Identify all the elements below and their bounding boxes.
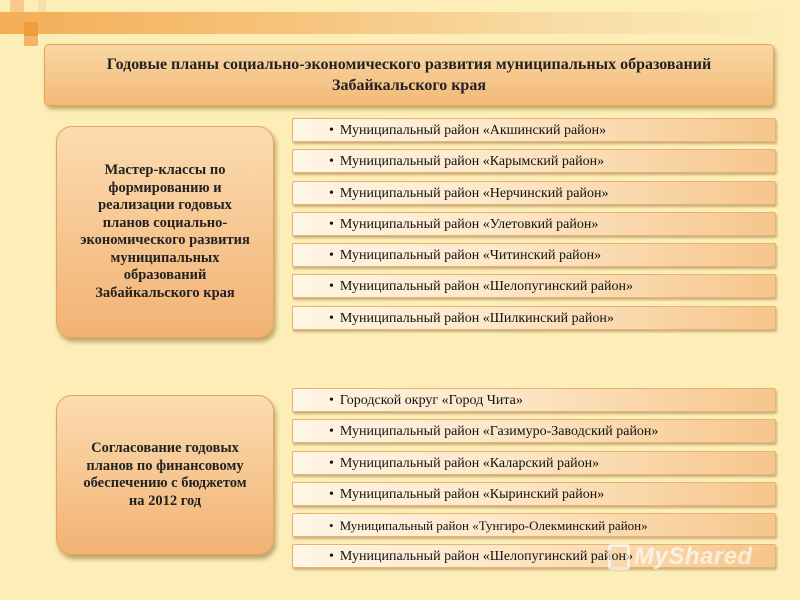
- section2-list: [292, 388, 776, 576]
- list-item-label: Муниципальный район «Шелопугинский район»: [339, 549, 634, 565]
- bullet: •: [329, 310, 334, 326]
- decor-square: [24, 22, 38, 36]
- bullet: •: [329, 455, 334, 471]
- list-item: [292, 149, 776, 173]
- list-item-label: Городской округ «Город Чита»: [339, 393, 523, 408]
- slide-title: Годовые планы социально-экономического развития муниципальных образований Забайкальского края: [44, 44, 774, 106]
- bullet: •: [329, 248, 334, 264]
- bullet: •: [329, 393, 334, 408]
- master-classes-box: Мастер-классы по формированию и реализации годовых планов социально-экономического развития муниципальных образований Забайкальского края: [56, 126, 274, 338]
- list-item: [292, 544, 776, 568]
- list-item-label: Муниципальный район «Читинский район»: [339, 248, 602, 264]
- decor-square: [10, 0, 24, 12]
- bullet: •: [329, 424, 334, 440]
- bullet: •: [329, 549, 334, 565]
- list-item: [292, 306, 776, 330]
- list-item-label: Муниципальный район «Кыринский район»: [339, 486, 605, 502]
- list-item-label: Муниципальный район «Карымский район»: [339, 154, 605, 170]
- list-item-label: Муниципальный район «Улетовкий район»: [339, 216, 599, 232]
- list-item-label: Муниципальный район «Шелопугинский район»: [339, 279, 634, 295]
- bullet: •: [329, 216, 334, 232]
- list-item: [292, 274, 776, 298]
- bullet: •: [329, 518, 334, 534]
- bullet: •: [329, 486, 334, 502]
- list-item: [292, 181, 776, 205]
- list-item-label: Муниципальный район «Тунгиро-Олекминский район»: [339, 518, 648, 534]
- header-band: [0, 12, 800, 34]
- decor-square: [38, 0, 46, 12]
- list-item: [292, 419, 776, 443]
- decor-square: [24, 36, 38, 46]
- bullet: •: [329, 154, 334, 170]
- list-item: [292, 451, 776, 475]
- bullet: •: [329, 185, 334, 201]
- budget-approval-box: Согласование годовых планов по финансовому обеспечению с бюджетом на 2012 год: [56, 395, 274, 555]
- section1-list: [292, 118, 776, 337]
- list-item: [292, 513, 776, 537]
- bullet: •: [329, 279, 334, 295]
- list-item: [292, 212, 776, 236]
- list-item-label: Муниципальный район «Шилкинский район»: [339, 310, 614, 326]
- list-item: [292, 388, 776, 412]
- list-item: [292, 243, 776, 267]
- bullet: •: [329, 123, 334, 138]
- list-item-label: Муниципальный район «Нерчинский район»: [339, 185, 609, 201]
- list-item: [292, 482, 776, 506]
- list-item: [292, 118, 776, 142]
- watermark-text: MyShared: [634, 543, 753, 570]
- list-item-label: Муниципальный район «Газимуро-Заводский район»: [339, 424, 659, 440]
- list-item-label: Муниципальный район «Акшинский район»: [339, 123, 607, 138]
- list-item-label: Муниципальный район «Каларский район»: [339, 455, 600, 471]
